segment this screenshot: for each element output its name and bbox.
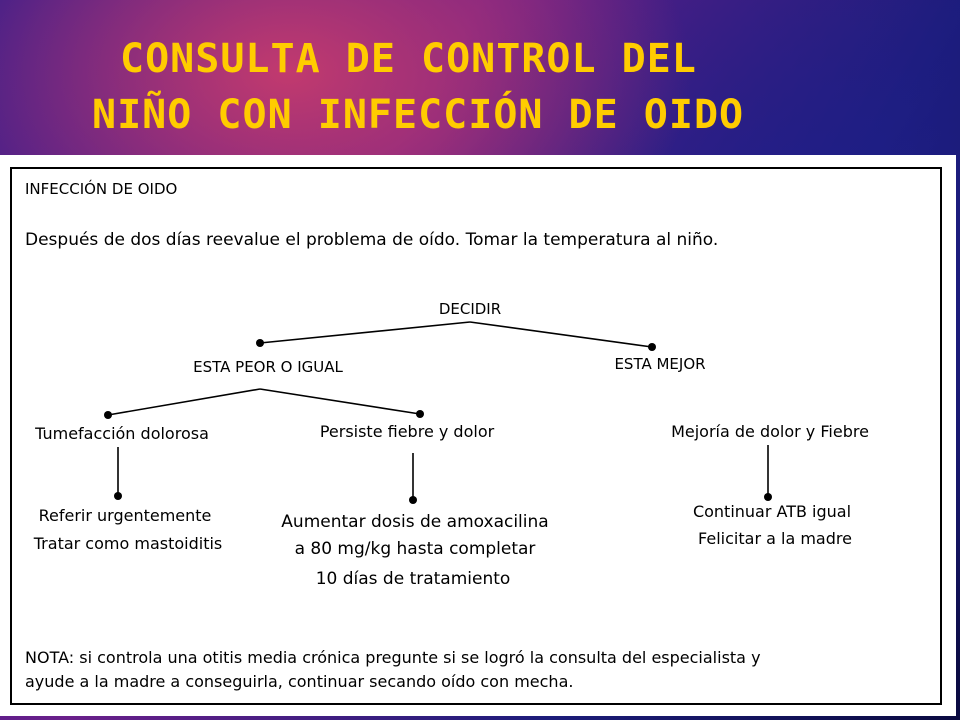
node-dot-fever-action [409,496,417,504]
node-dot-better [648,343,656,351]
node-swelling: Tumefacción dolorosa [35,424,209,443]
connector-worse-swelling [108,389,260,415]
connector-root-better [470,322,652,347]
connector-root-worse [260,322,470,343]
node-improvement: Mejoría de dolor y Fiebre [671,422,869,441]
action-fever-line-3: 10 días de tratamiento [315,569,511,589]
panel-heading: INFECCIÓN DE OIDO [25,180,178,198]
action-fever-line-2: a 80 mg/kg hasta completar [294,539,536,559]
action-swelling-line-1: Referir urgentemente [38,506,212,525]
action-swelling-line-2: Tratar como mastoiditis [33,534,223,553]
action-improve-line-1: Continuar ATB igual [692,502,852,521]
decision-panel [0,155,956,716]
node-decidir: DECIDIR [438,300,502,318]
node-worse: ESTA PEOR O IGUAL [193,358,343,376]
node-dot-improve-action [764,493,772,501]
instruction-text: Después de dos días reevalue el problema de oído. Tomar la temperatura al niño. [25,230,719,250]
slide-title-line-2: NIÑO CON INFECCIÓN DE OIDO [92,92,745,138]
node-dot-fever [416,410,424,418]
node-dot-swelling [104,411,112,419]
slide-title-line-1: CONSULTA DE CONTROL DEL [120,36,697,82]
note-line-1: NOTA: si controla una otitis media crónica pregunte si se logró la consulta del especialista y [25,648,761,667]
action-fever-line-1: Aumentar dosis de amoxacilina [281,512,549,532]
node-dot-swelling-action [114,492,122,500]
action-improve-line-2: Felicitar a la madre [698,529,852,548]
connector-worse-fever [260,389,420,414]
node-better: ESTA MEJOR [614,355,706,373]
node-dot-worse [256,339,264,347]
note-line-2: ayude a la madre a conseguirla, continuar secando oído con mecha. [25,672,574,691]
node-fever: Persiste fiebre y dolor [319,422,495,441]
